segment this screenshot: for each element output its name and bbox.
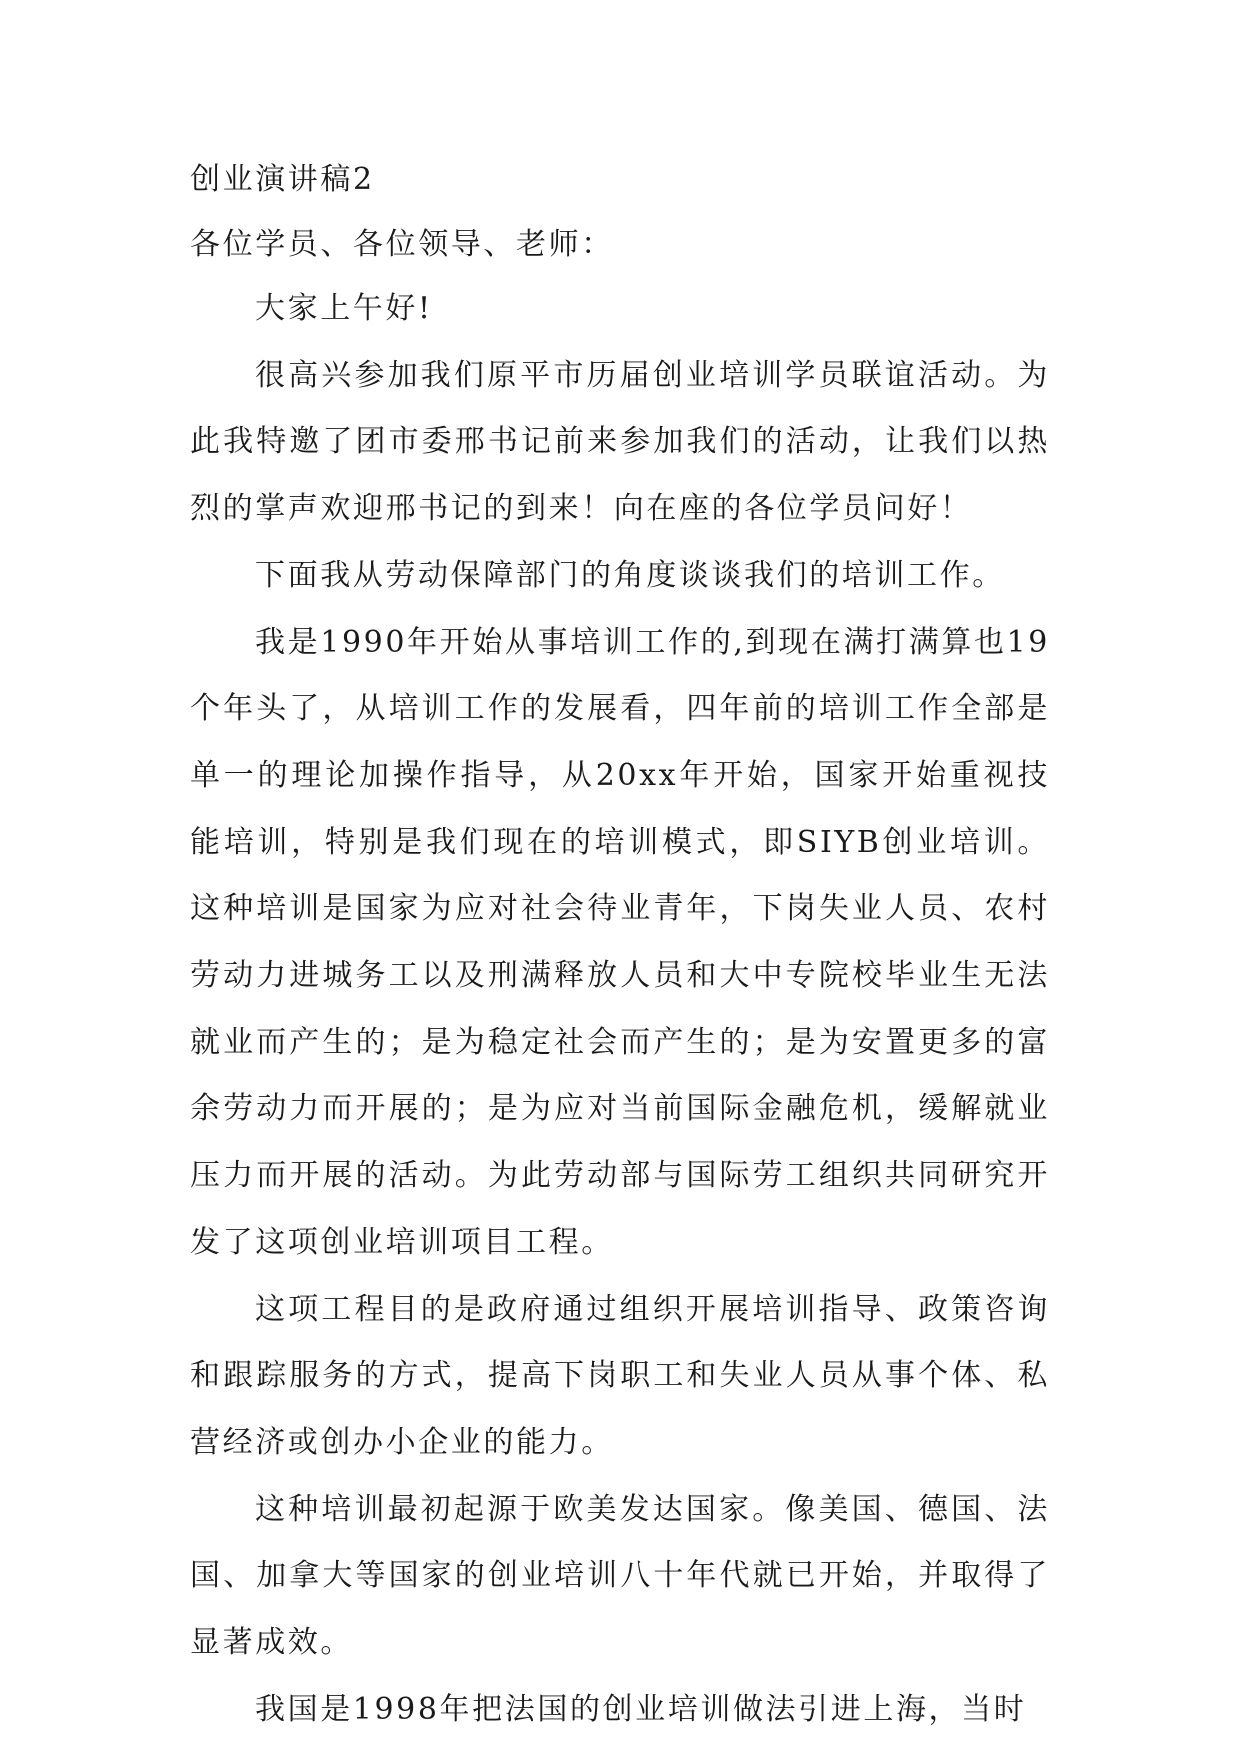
paragraph-welcome: 很高兴参加我们原平市历届创业培训学员联谊活动。为此我特邀了团市委邢书记前来参加我们的活动，让我们以热烈的掌声欢迎邢书记的到来！向在座的各位学员问好！ xyxy=(190,357,1050,527)
paragraph-china: 我国是1998年把法国的创业培训做法引进上海，当时 xyxy=(255,1691,1027,1727)
paragraph-origin: 这种培训最初起源于欧美发达国家。像美国、德国、法国、加拿大等国家的创业培训八十年代就已开始，并取得了显著成效。 xyxy=(190,1491,1050,1661)
paragraph-history: 我是1990年开始从事培训工作的,到现在满打满算也19个年头了，从培训工作的发展看，四年前的培训工作全部是单一的理论加操作指导，从20xx年开始，国家开始重视技能培训，特别是我们现在的培训模式，即SIYB创业培训。这种培训是国家为应对社会待业青年，下岗失业人员、农村劳动力进城务工以及刑满释放人员和大中专院校毕业生无法就业而产生的；是为稳定社会而产生的；是为安置更多的富余劳动力而开展的；是为应对当前国际金融危机，缓解就业压力而开展的活动。为此劳动部与国际劳工组织共同研究开发了这项创业培训项目工程。 xyxy=(190,624,1050,1260)
document-body xyxy=(190,154,1050,1743)
paragraph-topic: 下面我从劳动保障部门的角度谈谈我们的培训工作。 xyxy=(255,557,1005,593)
paragraph-purpose: 这项工程目的是政府通过组织开展培训指导、政策咨询和跟踪服务的方式，提高下岗职工和失业人员从事个体、私营经济或创办小企业的能力。 xyxy=(190,1291,1050,1460)
paragraph-greeting: 大家上午好! xyxy=(255,291,433,326)
salutation: 各位学员、各位领导、老师： xyxy=(190,227,614,262)
document-title: 创业演讲稿2 xyxy=(190,162,375,197)
